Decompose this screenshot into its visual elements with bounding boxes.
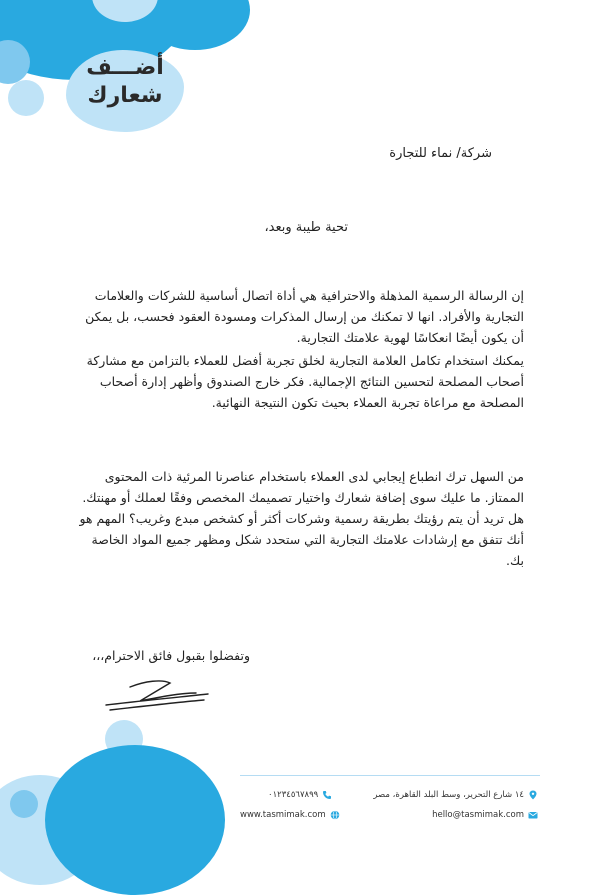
globe-icon	[330, 810, 340, 820]
logo-line-1: أضـــف	[86, 55, 164, 80]
logo-text	[66, 54, 184, 110]
phone-text[interactable]: ٠١٢٣٤٥٦٧٨٩٩	[268, 790, 319, 800]
address-text: ١٤ شارع التحرير، وسط البلد القاهرة، مصر	[373, 790, 524, 800]
footer-address	[373, 790, 538, 800]
footer-website	[240, 810, 340, 820]
email-icon	[528, 810, 538, 820]
logo-placeholder[interactable]	[66, 50, 184, 132]
closing: وتفضلوا بقبول فائق الاحترام،،،	[92, 648, 250, 663]
logo-line-2: شعارك	[87, 83, 163, 108]
footer-phone	[268, 790, 332, 800]
footer-email	[432, 810, 538, 820]
company-name: شركة/ نماء للتجارة	[389, 146, 492, 161]
footer-divider	[240, 775, 540, 776]
paragraph-3: من السهل ترك انطباع إيجابي لدى العملاء باستخدام عناصرنا المرئية ذات المحتوى الممتاز. ما عليك سوى إضافة شعارك واختيار تصميمك المخصص وفقًا لعملك أو مهنتك. هل تريد أن يتم رؤيتك بطريقة رسمية وشركات أكثر أو كشخص مبدع وغريب؟ المهم هو أنك تتفق مع إرشادات علامتك التجارية التي ستحدد شكل ومظهر جميع المواد الخاصة بك.	[79, 469, 524, 568]
website-text[interactable]: www.tasmimak.com	[240, 810, 326, 820]
decorative-blob-bottom-dark	[45, 745, 225, 895]
signature	[100, 673, 212, 715]
email-text[interactable]: hello@tasmimak.com	[432, 810, 524, 820]
paragraph-2: يمكنك استخدام تكامل العلامة التجارية لخلق تجربة أفضل للعملاء بالتزامن مع مشاركة أصحاب المصلحة لتحسين النتائج الإجمالية. فكر خارج الصندوق وأظهر إدارة أصحاب المصلحة مع مراعاة تجربة العملاء بحيث تكون النتيجة النهائية.	[86, 353, 524, 410]
phone-icon	[322, 790, 332, 800]
paragraph-1: إن الرسالة الرسمية المذهلة والاحترافية هي أداة اتصال أساسية للشركات والعلامات التجارية والأفراد. انها لا تمكنك من إرسال المذكرات ومسودة العقود فحسب، بل يمكن أن يكون أيضًا انعكاسًا لهوية علامتك التجارية.	[85, 288, 524, 345]
decorative-circle-bottom-left	[10, 790, 38, 818]
greeting: تحية طيبة وبعد،	[264, 220, 348, 235]
decorative-circle-small	[8, 80, 44, 116]
location-pin-icon	[528, 790, 538, 800]
